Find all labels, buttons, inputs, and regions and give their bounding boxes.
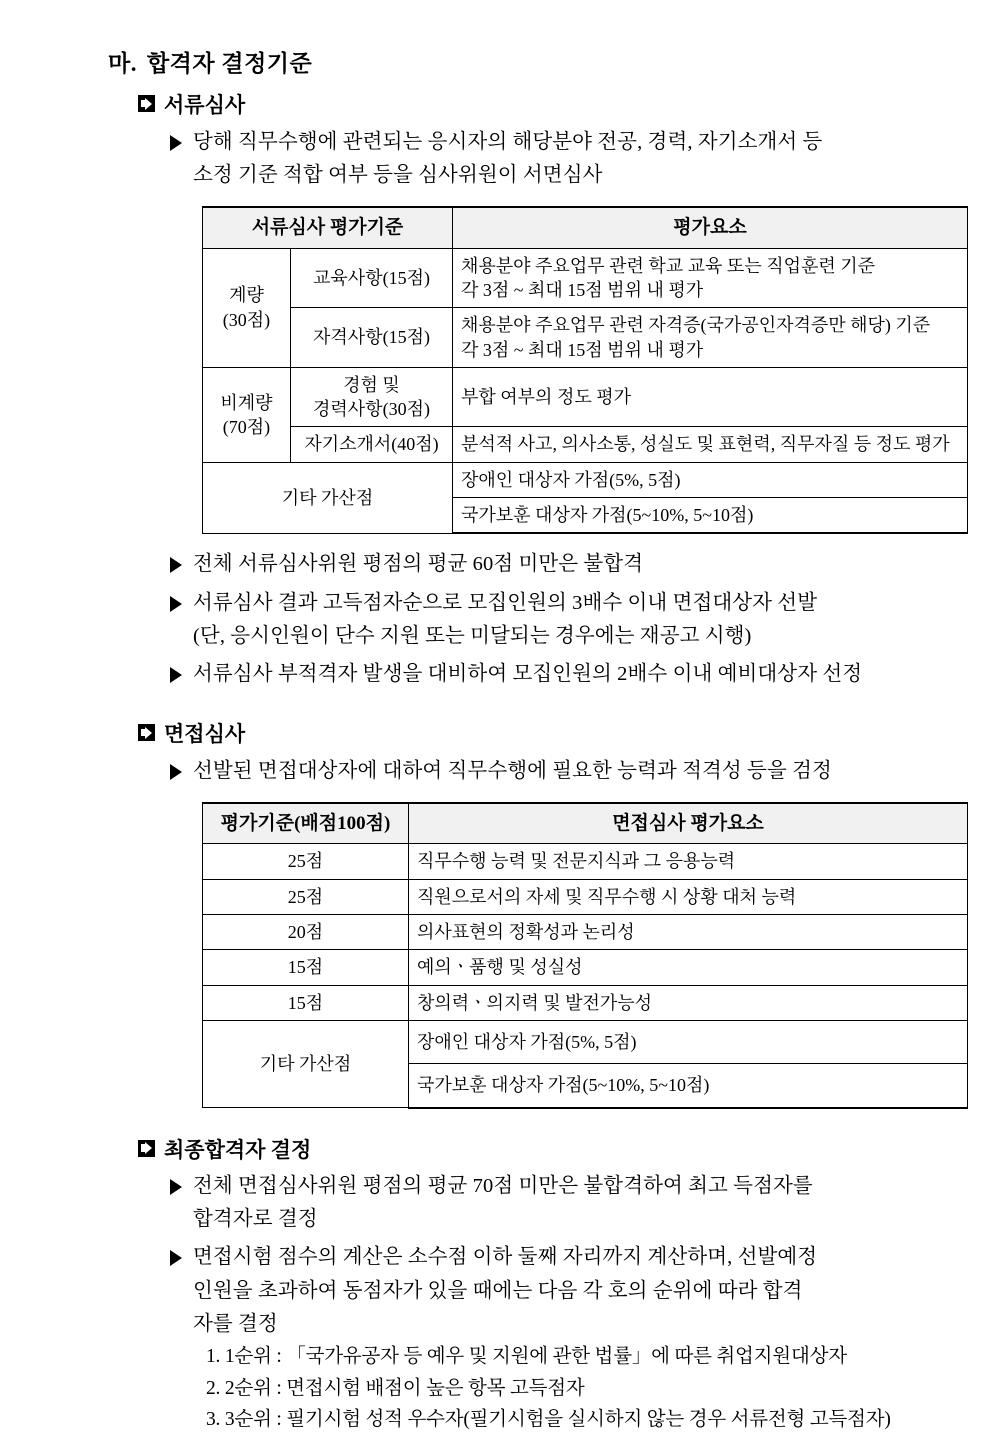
table-row	[203, 308, 968, 368]
doc-review-desc-education	[453, 248, 968, 308]
desc-line1: 채용분야 주요업무 관련 학교 교육 또는 직업훈련 기준	[461, 255, 876, 276]
subsection-heading-interview	[138, 719, 932, 749]
triangle-bullet-icon	[170, 557, 182, 573]
doc-review-header-elements: 평가요소	[453, 207, 968, 248]
doc-review-note-3	[170, 658, 932, 691]
arrow-square-icon	[138, 724, 155, 741]
note-line1: 면접시험 점수의 계산은 소수점 이하 둘째 자리까지 계산하며, 선발예정	[193, 1246, 818, 1269]
table-row	[203, 462, 968, 497]
table-row	[203, 950, 968, 985]
final-note-2	[170, 1241, 932, 1341]
interview-bonus-item-veteran: 국가보훈 대상자 가점(5~10%, 5~10점)	[409, 1064, 968, 1108]
doc-review-item-selfintro: 자기소개서(40점)	[291, 427, 453, 462]
doc-review-item-experience	[291, 367, 453, 427]
group-label-line2: (70점)	[222, 416, 271, 437]
final-rank-2: 2. 2순위 : 면접시험 배점이 높은 항목 고득점자	[206, 1377, 585, 1399]
interview-bonus-label: 기타 가산점	[203, 1020, 409, 1107]
interview-score-1: 25점	[203, 844, 409, 879]
table-row	[203, 427, 968, 462]
interview-score-3: 20점	[203, 915, 409, 950]
interview-score-2: 25점	[203, 879, 409, 914]
table-row	[203, 1020, 968, 1063]
doc-review-item-qualification: 자격사항(15점)	[291, 308, 453, 368]
doc-review-bonus-item-veteran: 국가보훈 대상자 가점(5~10%, 5~10점)	[453, 498, 968, 534]
doc-review-note-1	[170, 548, 932, 581]
interview-desc-5: 창의력ㆍ의지력 및 발전가능성	[409, 985, 968, 1020]
subsection-title-final: 최종합격자 결정	[164, 1137, 312, 1162]
final-note-1	[170, 1170, 932, 1236]
arrow-square-icon	[138, 95, 155, 112]
item-line2: 경력사항(30점)	[313, 399, 430, 420]
interview-desc-4: 예의ㆍ품행 및 성실성	[409, 950, 968, 985]
doc-review-intro-line2: 소정 기준 적합 여부 등을 심사위원이 서면심사	[193, 163, 603, 186]
doc-review-group-quantitative	[203, 248, 291, 367]
interview-intro-line1: 선발된 면접대상자에 대하여 직무수행에 필요한 능력과 적격성 등을 검정	[193, 759, 832, 782]
triangle-bullet-icon	[170, 1179, 182, 1195]
interview-header-criteria: 평가기준(배점100점)	[203, 803, 409, 844]
subsection-heading-doc-review	[138, 90, 932, 120]
item-line1: 경험 및	[343, 374, 400, 395]
desc-line2: 각 3점 ~ 최대 15점 범위 내 평가	[461, 279, 704, 300]
doc-review-intro	[170, 126, 932, 192]
interview-desc-2: 직원으로서의 자세 및 직무수행 시 상황 대처 능력	[409, 879, 968, 914]
interview-desc-3: 의사표현의 정확성과 논리성	[409, 915, 968, 950]
subsection-title-interview: 면접심사	[164, 722, 246, 747]
doc-review-note-2	[170, 587, 932, 653]
doc-review-bonus-item-disability: 장애인 대상자 가점(5%, 5점)	[453, 462, 968, 497]
table-row	[203, 248, 968, 308]
doc-review-desc-experience: 부합 여부의 정도 평가	[453, 367, 968, 427]
doc-review-header-criteria: 서류심사 평가기준	[203, 207, 453, 248]
note-line1: 전체 서류심사위원 평점의 평균 60점 미만은 불합격	[193, 553, 644, 576]
doc-review-item-education: 교육사항(15점)	[291, 248, 453, 308]
interview-score-4: 15점	[203, 950, 409, 985]
doc-review-group-qualitative	[203, 367, 291, 462]
triangle-bullet-icon	[170, 135, 182, 151]
interview-score-5: 15점	[203, 985, 409, 1020]
desc-line2: 각 3점 ~ 최대 15점 범위 내 평가	[461, 339, 704, 360]
note-line1: 서류심사 결과 고득점자순으로 모집인원의 3배수 이내 면접대상자 선발	[193, 591, 818, 614]
note-line1: 전체 면접심사위원 평점의 평균 70점 미만은 불합격하여 최고 득점자를	[193, 1174, 813, 1197]
note-line2: 합격자로 결정	[193, 1208, 318, 1231]
triangle-bullet-icon	[170, 667, 182, 683]
section-label: 마.	[108, 51, 137, 76]
doc-review-desc-selfintro: 분석적 사고, 의사소통, 성실도 및 표현력, 직무자질 등 정도 평가	[453, 427, 968, 462]
group-label-line1: 계량	[229, 285, 264, 306]
section-title: 합격자 결정기준	[146, 51, 313, 76]
doc-review-table	[202, 206, 968, 534]
table-header-row	[203, 207, 968, 248]
interview-table	[202, 802, 968, 1109]
triangle-bullet-icon	[170, 1250, 182, 1266]
subsection-heading-final	[138, 1135, 932, 1165]
interview-bonus-item-disability: 장애인 대상자 가점(5%, 5점)	[409, 1020, 968, 1063]
note-line2: (단, 응시인원이 단수 지원 또는 미달되는 경우에는 재공고 시행)	[193, 624, 752, 647]
group-label-line2: (30점)	[222, 309, 271, 330]
group-label-line1: 비계량	[220, 392, 273, 413]
final-rank-3: 3. 3순위 : 필기시험 성적 우수자(필기시험을 실시하지 않는 경우 서류전형 고득점자)	[206, 1409, 891, 1431]
desc-line1: 채용분야 주요업무 관련 자격증(국가공인자격증만 해당) 기준	[461, 315, 931, 336]
doc-review-desc-qualification	[453, 308, 968, 368]
table-row	[203, 915, 968, 950]
interview-desc-1: 직무수행 능력 및 전문지식과 그 응용능력	[409, 844, 968, 879]
interview-intro	[170, 755, 932, 788]
final-rank-1: 1. 1순위 : 「국가유공자 등 예우 및 지원에 관한 법률」에 따른 취업지원대상자	[206, 1345, 847, 1367]
table-header-row	[203, 803, 968, 844]
table-row	[203, 367, 968, 427]
table-row	[203, 844, 968, 879]
table-row	[203, 879, 968, 914]
triangle-bullet-icon	[170, 764, 182, 780]
note-line3: 자를 결정	[193, 1312, 278, 1335]
subsection-title-doc-review: 서류심사	[164, 93, 246, 118]
doc-review-intro-line1: 당해 직무수행에 관련되는 응시자의 해당분야 전공, 경력, 자기소개서 등	[193, 130, 823, 153]
note-line1: 서류심사 부적격자 발생을 대비하여 모집인원의 2배수 이내 예비대상자 선정	[193, 662, 863, 685]
table-row	[203, 985, 968, 1020]
doc-review-bonus-label: 기타 가산점	[203, 462, 453, 533]
section-heading	[108, 48, 932, 80]
interview-header-elements: 면접심사 평가요소	[409, 803, 968, 844]
note-line2: 인원을 초과하여 동점자가 있을 때에는 다음 각 호의 순위에 따라 합격	[193, 1279, 803, 1302]
triangle-bullet-icon	[170, 596, 182, 612]
arrow-square-icon	[138, 1140, 155, 1157]
